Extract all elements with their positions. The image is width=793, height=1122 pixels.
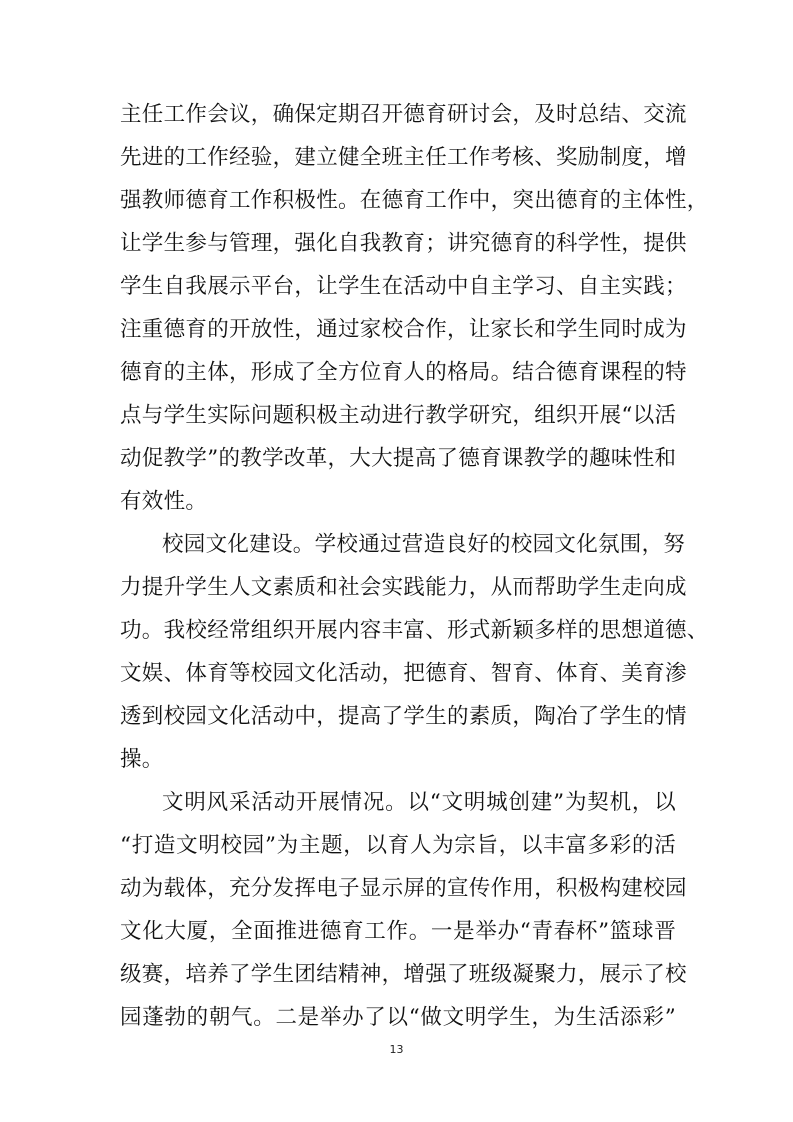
text-line: 让学生参与管理，强化自我教育；讲究德育的科学性，提供 [120,231,687,256]
page-number: 13 [389,1043,404,1056]
text-line: 操。 [120,747,164,772]
text-line: 文明风采活动开展情况。以“文明城创建”为契机，以 [162,790,676,815]
text-line: 功。我校经常组织开展内容丰富、形式新颖多样的思想道德、 [120,618,709,643]
text-line: 校园文化建设。学校通过营造良好的校园文化氛围，努 [162,532,686,557]
text-line: 透到校园文化活动中，提高了学生的素质，陶冶了学生的情 [120,704,687,729]
text-line: 文娱、体育等校园文化活动，把德育、智育、体育、美育渗 [120,661,687,686]
text-line: 文化大厦，全面推进德育工作。一是举办“青春杯”篮球晋 [120,919,676,944]
text-line: 动促教学”的教学改革，大大提高了德育课教学的趣味性和 [120,446,677,471]
text-line: 力提升学生人文素质和社会实践能力，从而帮助学生走向成 [120,575,687,600]
text-line: 级赛，培养了学生团结精神，增强了班级凝聚力，展示了校 [120,962,687,987]
text-line: 注重德育的开放性，通过家校合作，让家长和学生同时成为 [120,317,687,342]
text-line: 主任工作会议，确保定期召开德育研讨会，及时总结、交流 [120,102,687,127]
text-line: 有效性。 [120,489,208,514]
text-line: 动为载体，充分发挥电子显示屏的宣传作用，积极构建校园 [120,876,687,901]
text-line: 园蓬勃的朝气。二是举办了以“做文明学生，为生活添彩” [120,1005,676,1030]
text-line: 学生自我展示平台，让学生在活动中自主学习、自主实践； [120,274,687,299]
text-line: “打造文明校园”为主题，以育人为宗旨，以丰富多彩的活 [120,833,676,858]
text-line: 强教师德育工作积极性。在德育工作中，突出德育的主体性， [120,188,709,213]
text-line: 点与学生实际问题积极主动进行教学研究，组织开展“以活 [120,403,677,428]
text-line: 先进的工作经验，建立健全班主任工作考核、奖励制度，增 [120,145,687,170]
text-line: 德育的主体，形成了全方位育人的格局。结合德育课程的特 [120,360,687,385]
